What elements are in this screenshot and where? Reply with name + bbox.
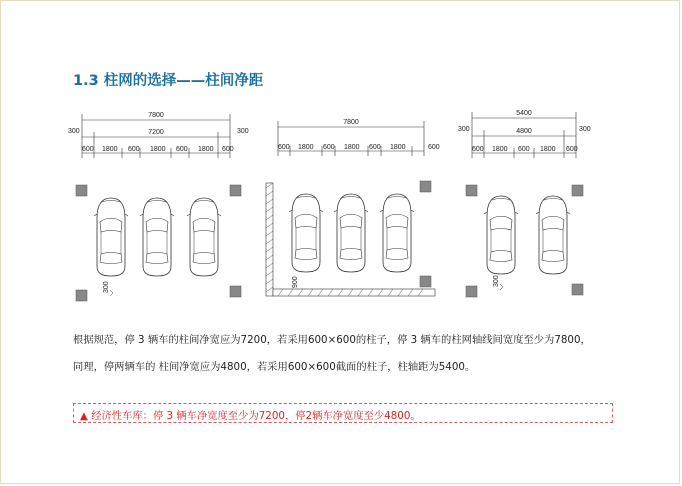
dim-seg: 600: [518, 146, 530, 153]
dim-side-right: 300: [237, 128, 249, 135]
car: [94, 198, 128, 276]
car: [380, 194, 414, 272]
dim-seg: 1800: [492, 146, 508, 153]
car: [334, 194, 368, 272]
dim-column: 900: [292, 276, 299, 288]
dim-seg: 600: [222, 146, 234, 153]
dim-seg: 1800: [102, 146, 118, 153]
car: [484, 196, 518, 274]
note-text: ▲ 经济性车库：停 3 辆车净宽度至少为7200，停2辆车净宽度至少4800。: [80, 410, 421, 422]
dim-side-left: 300: [68, 128, 80, 135]
column: [230, 185, 241, 196]
note-box: [73, 403, 613, 423]
dim-seg: 600: [278, 144, 290, 151]
dim-overall: 7800: [343, 119, 359, 126]
dim-overall: 7800: [148, 112, 164, 119]
dim-seg: 1800: [344, 144, 360, 151]
dim-seg: 600: [176, 146, 188, 153]
dim-seg: 1800: [540, 146, 556, 153]
column: [230, 286, 241, 297]
dim-seg: 600: [472, 146, 484, 153]
dim-seg: 1800: [298, 144, 314, 151]
diagram-1: [68, 112, 249, 301]
dim-side-right: 300: [579, 126, 591, 133]
dim-seg: 1800: [150, 146, 166, 153]
dim-seg: 600: [566, 146, 578, 153]
page-title: 1.3 柱网的选择——柱间净距: [73, 73, 264, 89]
column: [420, 276, 431, 287]
column: [466, 286, 477, 297]
column: [572, 284, 583, 295]
dim-seg: 1800: [390, 144, 406, 151]
dim-overall: 5400: [516, 110, 532, 117]
car: [536, 196, 570, 274]
car: [187, 198, 221, 276]
dim-column: 300: [493, 275, 500, 287]
dim-seg: 600: [82, 146, 94, 153]
dim-clear: 4800: [516, 128, 532, 135]
dim-clear: 7200: [148, 129, 164, 136]
dim-seg: 1800: [198, 146, 214, 153]
column: [76, 290, 87, 301]
dim-seg: 600: [323, 144, 335, 151]
paragraph-1: 根据规范，停 3 辆车的柱间净宽应为7200，若采用600×600的柱子，停 3 辆车的柱网轴线间宽度至少为7800，: [73, 334, 591, 346]
column: [420, 181, 431, 192]
dim-column: 300: [103, 281, 110, 293]
diagram-3: [458, 110, 591, 297]
dim-end: 600: [428, 144, 440, 151]
dim-side-left: 300: [458, 126, 470, 133]
column: [76, 185, 87, 196]
column: [466, 185, 477, 196]
car: [140, 198, 174, 276]
diagram-2: [266, 119, 440, 296]
column: [572, 185, 583, 196]
dim-seg: 600: [128, 146, 140, 153]
dim-seg: 600: [369, 144, 381, 151]
car: [289, 194, 323, 272]
paragraph-2: 同理，停两辆车的 柱间净宽应为4800，若采用600×600截面的柱子，柱轴距为5400。: [73, 361, 476, 373]
